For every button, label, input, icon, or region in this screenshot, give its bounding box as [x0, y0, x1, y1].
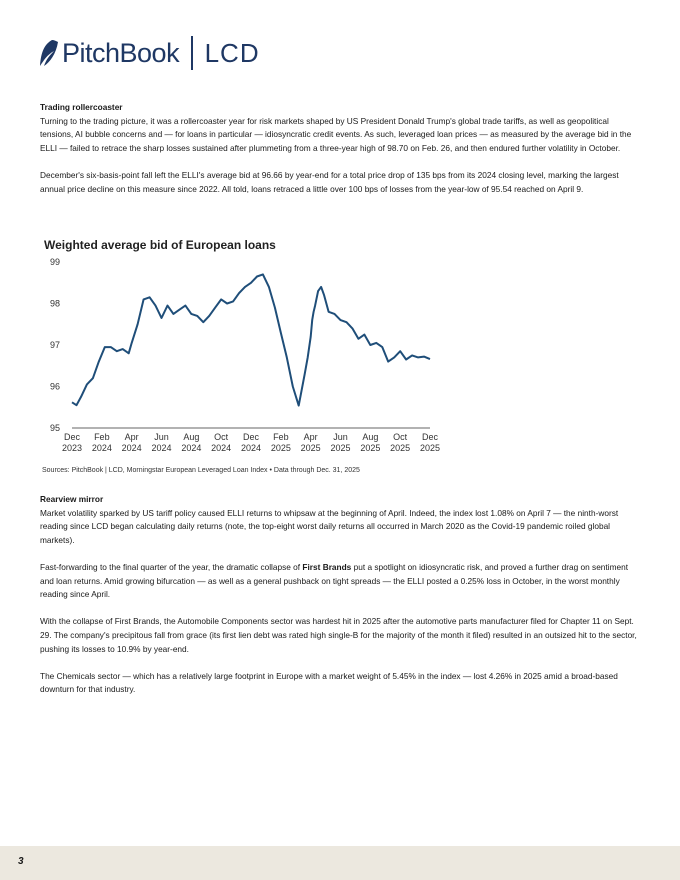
x-tick-label-year: 2025 [300, 443, 321, 453]
x-tick-label-month: Aug [362, 432, 379, 442]
x-tick-label-month: Oct [393, 432, 408, 442]
page-footer [0, 846, 680, 880]
x-tick-label-year: 2024 [121, 443, 142, 453]
x-tick-label-month: Jun [154, 432, 169, 442]
y-tick-label: 98 [50, 298, 61, 309]
paragraph-text: Fast-forwarding to the final quarter of the year, the dramatic collapse of [40, 561, 303, 572]
y-tick-label: 95 [50, 423, 61, 433]
series-line [72, 274, 430, 405]
page-number: 3 [18, 856, 24, 867]
company-name: First Brands [302, 561, 352, 572]
logo-divider [191, 36, 193, 70]
section-heading: Rearview mirror [40, 494, 104, 504]
paragraph: Turning to the trading picture, it was a rollercoaster year for risk markets shaped by US President Donald Trump's global trade tariffs, as well as geopolitical tensions, AI bubble concerns and — for loans in particular — idiosyncratic credit events. As such, leveraged loan prices — as measured by the average bid in the ELLI — failed to retrace the sharp losses sustained after plummeting from a three-year high of 98.70 on Feb. 26, and then endured further volatility in October. [40, 115, 632, 153]
y-tick-label: 97 [50, 340, 61, 350]
x-tick-label-year: 2025 [330, 443, 351, 453]
x-tick-label-year: 2025 [270, 443, 291, 453]
x-tick-label-month: Dec [63, 432, 81, 442]
y-tick-label: 96 [50, 381, 61, 392]
x-tick-label-year: 2023 [61, 443, 83, 453]
line-chart [38, 236, 441, 478]
x-tick-label-year: 2024 [151, 443, 172, 453]
x-tick-label-month: Apr [124, 432, 139, 442]
x-tick-label-year: 2024 [211, 443, 232, 453]
pitchbook-leaf-icon [38, 38, 60, 68]
paragraph: Market volatility sparked by US tariff policy caused ELLI returns to whipsaw at the beginning of April. Indeed, the index lost 1.08% on April 7 — the ninth-worst reading since LCD began calculating daily returns (note, the top-eight worst daily returns all occurred in March 2020 as the Covid-19 pandemic roiled global markets). [40, 507, 619, 545]
x-tick-label-year: 2025 [390, 443, 411, 453]
paragraph [40, 561, 640, 602]
chart-title: Weighted average bid of European loans [44, 238, 276, 252]
x-tick-label-year: 2024 [91, 443, 112, 453]
article-body [40, 101, 640, 196]
brand-name: PitchBook [62, 37, 180, 68]
product-name: LCD [204, 37, 260, 68]
paragraph-text: put a spotlight on idiosyncratic risk, and proved a further drag on sentiment and loan returns. Amid growing bifurcation — as well as a general pushback on tight spreads — the ELLI posted a 0.25% loss in October, in the worst monthly reading since April. [40, 561, 629, 600]
paragraph: With the collapse of First Brands, the Automobile Components sector was hardest hit in 2025 after the automotive parts manufacturer filed for Chapter 11 on Sept. 29. The company's precipitous fall from grace (its first lien debt was rated high single-B for the majority of the month it filed) resulted in an outsized hit to the sector, pushing its losses to 10.9% by year-end. [40, 616, 637, 654]
article-body-2 [40, 493, 640, 697]
x-tick-label-year: 2024 [181, 443, 202, 453]
x-tick-label-year: 2025 [419, 443, 441, 453]
x-tick-label-month: Feb [94, 432, 110, 442]
x-tick-label-month: Feb [273, 432, 289, 442]
x-tick-label-month: Dec [421, 432, 439, 442]
paragraph: December's six-basis-point fall left the ELLI's average bid at 96.66 by year-end for a total price drop of 135 bps from its 2024 closing level, marking the largest annual price decline on this measure since 2022. All told, loans retraced a little over 100 bps of losses from the year-low of 95.54 reached on April 9. [40, 169, 619, 194]
chart-source: Sources: PitchBook | LCD, Morningstar European Leveraged Loan Index • Data through Dec. 31, 2025 [42, 467, 360, 474]
chart-svg [38, 236, 441, 478]
section-heading: Trading rollercoaster [40, 102, 123, 112]
y-tick-label: 99 [50, 257, 61, 267]
x-tick-label-year: 2024 [240, 443, 262, 453]
x-tick-label-month: Apr [303, 432, 318, 442]
x-tick-label-year: 2025 [360, 443, 381, 453]
x-tick-label-month: Jun [333, 432, 348, 442]
x-tick-label-month: Aug [183, 432, 200, 442]
paragraph: The Chemicals sector — which has a relatively large footprint in Europe with a market weight of 5.45% in the index — lost 4.26% in 2025 amid a broad-based downturn for that industry. [40, 670, 618, 695]
x-tick-label-month: Oct [214, 432, 229, 442]
pitchbook-lcd-logo [38, 36, 260, 70]
x-tick-label-month: Dec [242, 432, 260, 442]
